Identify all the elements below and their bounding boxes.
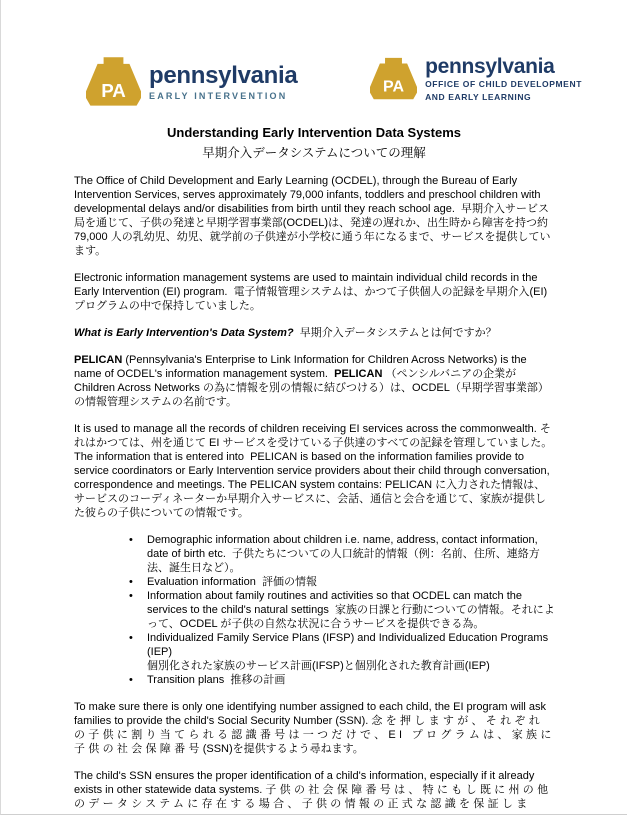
paragraph bbox=[74, 174, 555, 258]
keystone-pa-text: PA bbox=[383, 78, 405, 96]
text-run: PELICAN bbox=[334, 368, 383, 380]
text-run: Information about family routines and activities so that OCDEL can match the services to the child's natural settings 家族の日課と行動についての情報。それによって、OCDEL が子供の自然な状況に合うサービスを提供できる為。 bbox=[147, 590, 555, 630]
list-item bbox=[129, 575, 555, 589]
logo-wordmark bbox=[149, 61, 298, 101]
text-run: (Pennsylvania's Enterprise to Link Information for Children Across Networks) is the name of OCDEL's information management system. bbox=[74, 354, 527, 380]
list-item bbox=[129, 533, 555, 575]
text-run: Evaluation information 評価の情報 bbox=[147, 576, 317, 588]
pa-ocdel-logo bbox=[370, 53, 582, 105]
text-run: What is Early Intervention's Data System? bbox=[74, 327, 294, 339]
text-run: Transition plans 推移の計画 bbox=[147, 674, 286, 686]
brand-name: pennsylvania bbox=[425, 55, 555, 78]
text-run: （ペンシルバニアの企業が Children Across Networks の為に情報を別の情報に結びつける）は、OCDEL（早期学習事業部）の情報管理システムの名前です。 bbox=[74, 368, 549, 408]
text-run: 個別化された家族のサービス計画(IFSP)と個別化された教育計画(IEP) bbox=[147, 660, 490, 672]
list-item bbox=[129, 589, 555, 631]
brand-name: pennsylvania bbox=[149, 61, 298, 89]
bullet-list bbox=[74, 533, 555, 687]
paragraph bbox=[74, 422, 555, 520]
text-run: PELICAN bbox=[74, 354, 123, 366]
document-body bbox=[1, 161, 627, 811]
list-item bbox=[129, 631, 555, 673]
title-block bbox=[1, 125, 627, 161]
logo-wordmark bbox=[425, 56, 582, 102]
text-run: 念を押しますが、それぞれの子供に割り当てられる認識番号は一つだけで、EI プログラムは、家族に子供の社会保障番号 bbox=[74, 715, 555, 755]
text-run: (SSN)を提供するよう尋ねます。 bbox=[202, 743, 364, 755]
text-run: It is used to manage all the records of children receiving EI services across the commonwealth. それはかつては、州を通じて EI サービスを受けている子供達のすべての記録を管理していました。The information that is entered into PELICAN is based on the information families provide to service coordinators or Early Intervention service providers about their child through conversation, correspondence and meetings. The PELICAN system contains: PELICAN に入力された情報は、サービスのコーディネーターか早期介入サービスに、会話、通信と会合を通じて、家族が提供した彼らの子供についての情報です。 bbox=[74, 423, 553, 519]
logo-subtitle: EARLY INTERVENTION bbox=[149, 90, 288, 101]
text-run: Individualized Family Service Plans (IFSP) and Individualized Education Programs (IEP) bbox=[147, 632, 549, 658]
pa-early-intervention-logo bbox=[86, 53, 297, 111]
text-run: 早期介入データシステムとは何ですか？ bbox=[293, 327, 497, 339]
text-run: Electronic information management systems are used to maintain individual child records in the Early Intervention (EI) program. bbox=[74, 272, 538, 298]
logo-subtitle-line1: OFFICE OF CHILD DEVELOPMENT bbox=[425, 79, 582, 89]
logo-row bbox=[1, 0, 627, 111]
pa-keystone-icon bbox=[86, 53, 141, 111]
text-run: The Office of Child Development and Early Learning (OCDEL), through the Bureau of Early Intervention Services, serves approximately 79,000 infants, toddlers and preschool children with developmental delays and/or disabilities from birth until they reach school age. bbox=[74, 175, 541, 215]
text-run: To make sure there is only one identifying number assigned to each child, the EI program will ask families to provide the child's Social Security Number (SSN). bbox=[74, 701, 547, 727]
text-run: 早期介入サービス局を通じて、子供の発達と早期学習事業部(OCDEL)は、発達の遅れか、出生時から障害を持つ約 79,000 人の乳幼児、幼児、就学前の子供達が小学校に通う年になるまで、サービスを提供しています。 bbox=[74, 203, 551, 257]
keystone-pa-text: PA bbox=[101, 79, 126, 101]
paragraph bbox=[74, 769, 555, 811]
text-run: Demographic information about children i.e. name, address, contact information, date of birth etc. 子供たちについての人口統計的情報（例：名前、住所、連絡方法、誕生日など）。 bbox=[147, 534, 540, 574]
document-title-ja: 早期介入データシステムについての理解 bbox=[202, 146, 426, 160]
text-run: 電子情報管理システムは、かつて子供個人の記録を早期介入(EI)プログラムの中で保持していました。 bbox=[74, 286, 548, 312]
pa-keystone-icon bbox=[370, 53, 417, 105]
document-title: Understanding Early Intervention Data Systems bbox=[166, 125, 462, 140]
section-heading bbox=[74, 326, 555, 340]
paragraph bbox=[74, 353, 555, 409]
text-run: 子供の社会保障番号は、特にもし既に州の他のデータシステムに存在する場合、子供の情報の正式な認識を保証しま bbox=[74, 784, 552, 810]
list-item bbox=[129, 673, 555, 687]
paragraph bbox=[74, 700, 555, 756]
text-run: The child's SSN ensures the proper identification of a child's information, especially if it already exists in other statewide data systems. bbox=[74, 770, 535, 796]
paragraph bbox=[74, 271, 555, 313]
logo-subtitle-line2: AND EARLY LEARNING bbox=[425, 91, 532, 102]
